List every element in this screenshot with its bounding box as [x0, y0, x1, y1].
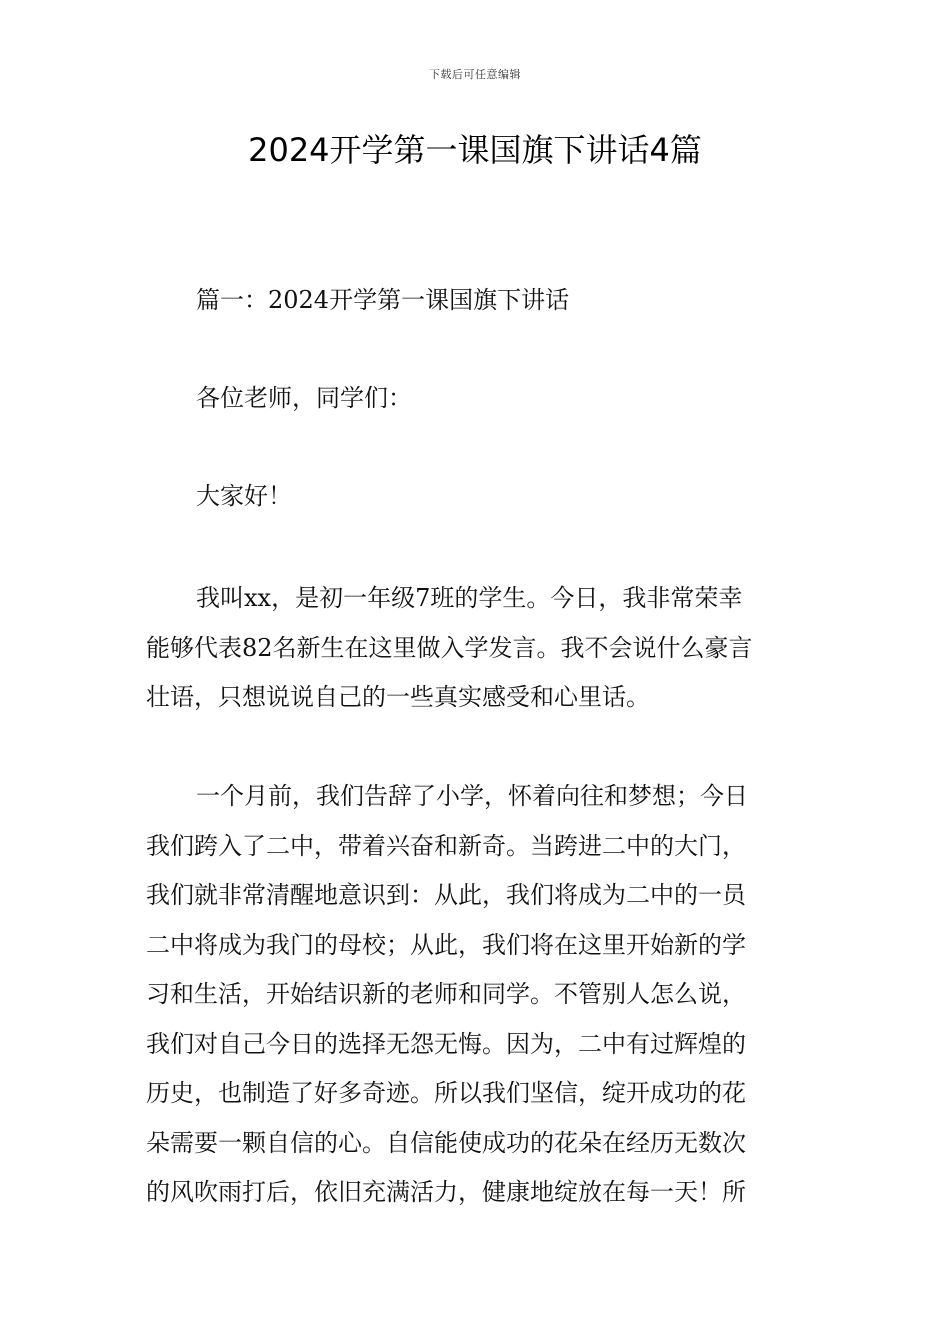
- paragraph-line: 壮语，只想说说自己的一些真实感受和心里话。: [146, 683, 650, 711]
- paragraph-line: 我们就非常清醒地意识到：从此，我们将成为二中的一员: [146, 881, 746, 909]
- paragraph-line: 的风吹雨打后，依旧充满活力，健康地绽放在每一天！所: [146, 1178, 746, 1206]
- paragraph-line: 我们对自己今日的选择无怨无悔。因为，二中有过辉煌的: [146, 1029, 746, 1058]
- paragraph-line: 能够代表82名新生在这里做入学发言。我不会说什么豪言: [146, 633, 753, 662]
- document-title: 2024开学第一课国旗下讲话4篇: [248, 131, 702, 169]
- paragraph-2: [146, 772, 816, 1218]
- paragraph-line: 二中将成为我门的母校；从此，我们将在这里开始新的学: [146, 930, 746, 959]
- header-note: 下载后可任意编辑: [429, 68, 521, 81]
- paragraph-line: 历史，也制造了好多奇迹。所以我们坚信，绽开成功的花: [146, 1079, 746, 1107]
- salutation: 各位老师，同学们：: [196, 384, 412, 412]
- paragraph-line: 一个月前，我们告辞了小学，怀着向往和梦想；今日: [196, 782, 748, 810]
- paragraph-1: [146, 574, 816, 723]
- paragraph-line: 我们跨入了二中，带着兴奋和新奇。当跨进二中的大门，: [146, 831, 746, 860]
- paragraph-line: 朵需要一颗自信的心。自信能使成功的花朵在经历无数次: [146, 1128, 746, 1157]
- paragraph-line: 习和生活，开始结识新的老师和同学。不管别人怎么说，: [146, 980, 746, 1008]
- greeting: 大家好！: [196, 482, 292, 510]
- section-heading: 篇一：2024开学第一课国旗下讲话: [196, 286, 570, 314]
- paragraph-line: 我叫xx，是初一年级7班的学生。今日，我非常荣幸: [196, 584, 743, 612]
